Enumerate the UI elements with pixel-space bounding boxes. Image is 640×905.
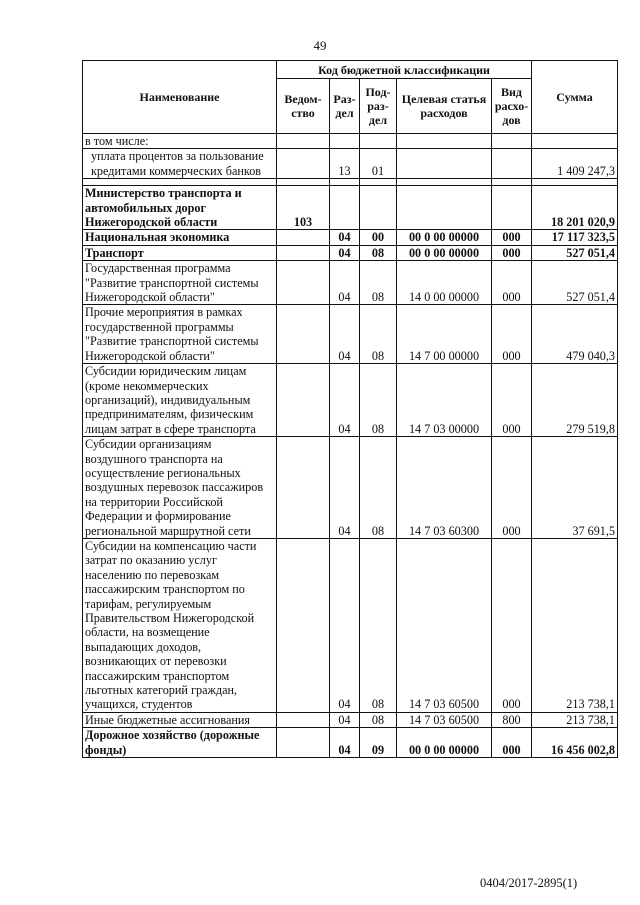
header-section: Раз-дел [330,79,360,134]
table-row: уплата процентов за пользование кредитами коммерческих банков 13 01 1 409 247,3 [83,149,618,179]
table-row: в том числе: [83,134,618,149]
header-department: Ведом-ство [277,79,330,134]
header-classification: Код бюджетной классификации [277,61,532,79]
table-row: Национальная экономика 04 00 00 0 00 00000 000 17 117 323,5 [83,230,618,245]
header-subsection: Под-раз-дел [360,79,397,134]
document-code: 0404/2017-2895(1) [480,876,578,890]
header-amount: Сумма [532,61,618,134]
table-row: Субсидии юридическим лицам (кроме некоммерческих организаций), индивидуальным предпринимателям, физическим лицам затрат в сфере транспорта 04 08 14 7 03 00000 000 279 519,8 [83,364,618,437]
header-expense-type: Вид расхо-дов [492,79,532,134]
spacer-row [83,179,618,186]
header-target: Целевая статья расходов [397,79,492,134]
table-row: Министерство транспорта и автомобильных дорог Нижегородской области 103 18 201 020,9 [83,186,618,230]
header-name: Наименование [83,61,277,134]
table-row: Дорожное хозяйство (дорожные фонды) 04 09 00 0 00 00000 000 16 456 002,8 [83,728,618,758]
table-row: Субсидии организациям воздушного транспорта на осуществление региональных воздушных перевозок пассажиров на территории Российской Федерации и формирование региональной маршрутной сети 04 08 14 7 03 60300 000 37 691,5 [83,437,618,539]
table-row: Государственная программа "Развитие транспортной системы Нижегородской области" 04 08 14 0 00 00000 000 527 051,4 [83,261,618,305]
page-number: 49 [313,38,327,53]
table-row: Транспорт 04 08 00 0 00 00000 000 527 051,4 [83,245,618,260]
table-row: Прочие мероприятия в рамках государственной программы "Развитие транспортной системы Нижегородской области" 04 08 14 7 00 00000 000 479 040,3 [83,305,618,364]
table-row: Субсидии на компенсацию части затрат по оказанию услуг населению по перевозкам пассажирским транспортом по тарифам, регулируемым Правительством Нижегородской области, на возмещение выпадающих доходов, возникающих от перевозки пассажирским транспортом льготных категорий граждан, учащихся, студентов 04 08 14 7 03 60500 000 213 738,1 [83,538,618,712]
budget-table [82,60,618,758]
table-row: Иные бюджетные ассигнования 04 08 14 7 03 60500 800 213 738,1 [83,712,618,727]
